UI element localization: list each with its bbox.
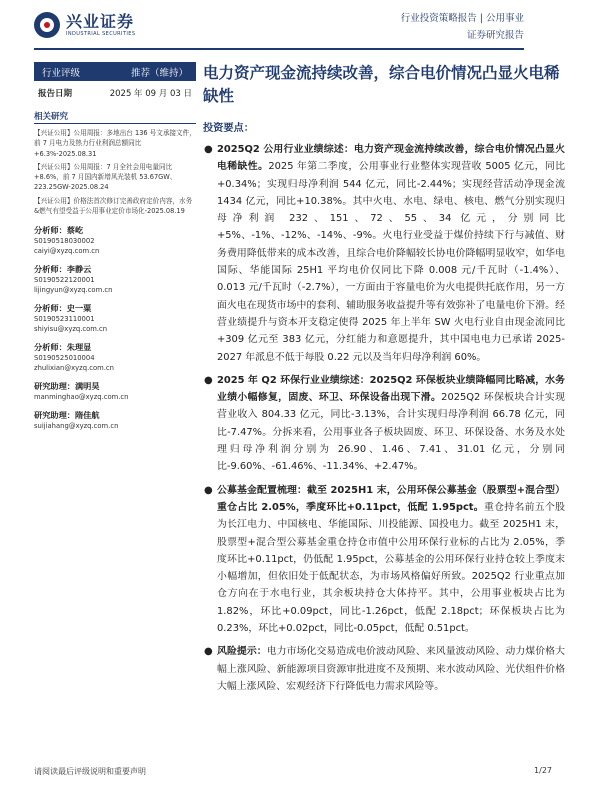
main-content <box>203 62 565 701</box>
analyst-email[interactable]: zhulixian@xyzq.com.cn <box>34 364 114 373</box>
analyst-cert: S0190522120001 <box>34 276 95 285</box>
point-heading: 2025Q2 公用行业业绩综述：电力资产现金流持续改善，综合电价情况凸显火电稀缺性。 <box>217 144 565 173</box>
analyst-entry <box>34 380 196 402</box>
bullet-dot-icon: ● <box>204 374 213 386</box>
analyst-cert: S0190525010004 <box>34 354 95 363</box>
page-number: 1/27 <box>534 766 552 775</box>
investment-point <box>203 482 565 638</box>
point-body: 2025Q2 环保板块合计实现营业收入 804.33 亿元，同比-3.13%，合计实现归母净利润 66.78 亿元，同比-7.47%。分拆来看，公用事业各子板块固废、环卫、环保设备、水务及水处理归母净利润分别为 26.90、1.46、7.41、31.01 亿元，分别同比-9.60%、-61.46%、-11.34%、+2.47%。 <box>217 392 565 473</box>
assistant-name: 研究助理：隋佳航 <box>34 410 100 421</box>
company-logo <box>34 12 135 38</box>
related-research-list <box>34 128 196 216</box>
analyst-email[interactable]: shiyisu@xyzq.com.cn <box>34 325 108 334</box>
report-date-value: 2025 年 09 月 03 日 <box>109 89 192 99</box>
analyst-name: 分析师：李静云 <box>34 264 92 275</box>
page-footer <box>34 766 552 777</box>
disclaimer-note: 请阅读最后评级说明和重要声明 <box>34 767 146 776</box>
analyst-entry <box>34 341 196 373</box>
report-date-label: 报告日期 <box>38 89 73 99</box>
analyst-entry <box>34 263 196 295</box>
related-research-item[interactable]: 【兴证公用】价格法首次修订完善政府定价内容，水务&燃气有望受益于公用事业定价市场化-2025.08.19 <box>34 196 193 216</box>
investment-points-heading: 投资要点： <box>203 123 254 134</box>
analyst-entry <box>34 302 196 334</box>
analyst-email[interactable]: lijingyun@xyzq.com.cn <box>34 286 113 295</box>
investment-point <box>203 372 565 476</box>
point-body: 电力市场化交易造成电价波动风险、来风量波动风险、动力煤价格大幅上涨风险、新能源项目资源审批进度不及预期、来水波动风险、光伏组件价格大幅上涨风险、宏观经济下行降低电力需求风险等。 <box>217 646 565 692</box>
report-kind: 证券研究报告 <box>466 30 524 41</box>
sidebar <box>34 62 196 438</box>
point-heading: 公募基金配置梳理：截至 2025H1 末，公用环保公募基金（股票型+混合型）重仓占比 2.05%，季度环比+0.11pct，低配 1.95pct。 <box>217 484 565 513</box>
analyst-cert: S0190518030002 <box>34 237 95 246</box>
analyst-name: 分析师：朱理显 <box>34 342 92 353</box>
report-date-row <box>34 87 196 99</box>
point-heading: 风险提示： <box>217 646 267 658</box>
report-title: 电力资产现金流持续改善，综合电价情况凸显火电稀缺性 <box>203 64 560 105</box>
analyst-name: 分析师：蔡屹 <box>34 225 84 236</box>
analyst-list <box>34 224 196 431</box>
report-category: 行业投资策略报告 | 公用事业 <box>400 13 524 24</box>
logo-mark-icon <box>34 12 60 38</box>
bullet-dot-icon: ● <box>204 144 213 155</box>
logo-text-en: INDUSTRIAL SECURITIES <box>66 31 136 37</box>
rating-label: 行业评级 <box>42 67 81 79</box>
analyst-entry <box>34 224 196 256</box>
analyst-entry <box>34 409 196 431</box>
related-research-title: 相关研究 <box>34 110 196 124</box>
header-divider <box>34 48 524 50</box>
assistant-email[interactable]: manminghao@xyzq.com.cn <box>34 393 129 402</box>
related-research-item[interactable]: 【兴证公用】公用周报：7 月全社会用电量同比+8.6%，前 7 月国内新增风光装机 53.67GW、223.25GW-2025.08.24 <box>34 162 177 192</box>
investment-point <box>203 643 565 695</box>
point-heading: 2025 年 Q2 环保行业业绩综述：2025Q2 环保板块业绩降幅同比略减，水务业绩小幅修复，固废、环卫、环保设备出现下滑。 <box>217 374 565 404</box>
report-type-header <box>401 12 524 43</box>
assistant-name: 研究助理：满明昊 <box>34 381 100 392</box>
analyst-cert: S0190523110001 <box>34 315 95 324</box>
logo-text-cn: 兴业证券 <box>66 12 135 31</box>
analyst-name: 分析师：史一粟 <box>34 303 92 314</box>
investment-point <box>203 141 565 366</box>
related-research-item[interactable]: 【兴证公用】公用周报：多地出台 136 号文承接文件，前 7 月电力及热力行业利润总额同比+6.3%-2025.08.31 <box>34 129 196 158</box>
bullet-dot-icon: ● <box>204 484 213 496</box>
assistant-email[interactable]: suijiahang@xyzq.com.cn <box>34 422 119 431</box>
point-body: 2025 年第二季度，公用事业行业整体实现营收 5005 亿元，同比+0.34%；实现归母净利润 544 亿元，同比-2.44%；实现经营活动净现金流 1434 亿元，同比+10.38%。其中火电、水电、绿电、核电、燃气分别实现归母净利润 232、151、72、55、34 亿元，分别同比+5%、-1%、-12%、-14%、-9%。火电行业受益于煤价持续下行与减值、财务费用降低带来的成本改善，且综合电价降幅较长协电价降幅明显收窄，如华电国际、华能国际 25H1 平均电价仅同比下降 0.008 元/千瓦时（-1.4%）、0.013 元/千瓦时（-2.7%），一方面由于容量电价为火电提供托底作用，另一方面火电在现货市场中的套利、辅助服务收益提升等有效弥补了电量电价下滑。经营业绩提升与资本开支稳定使得 2025 年上半年 SW 火电行业自由现金流同比+309 亿元至 383 亿元，分红能力和意愿提升，其中国电电力已承诺 2025-2027 年派息不低于每股 0.22 元以及当年归母净利润 60%。 <box>217 161 565 363</box>
rating-bar <box>34 62 196 81</box>
rating-value: 推荐（维持） <box>130 67 188 79</box>
bullet-dot-icon: ● <box>204 646 213 658</box>
point-body: 重仓持名前五个股为长江电力、中国核电、华能国际、川投能源、国投电力。截至 2025H1 末，股票型+混合型公募基金重仓持仓市值中公用环保行业标的占比为 2.05%，季度环比+0.11pct，仍低配 1.95pct，公募基金的公用环保行业持仓较上季度末小幅增加，但依旧处于低配状态，为市场风格偏好所致。2025Q2 行业重点加仓方向在于水电行业，其余板块持仓大体持平。其中，公用事业板块占比为 1.82%，环比+0.09pct，同比-1.26pct，低配 2.18pct；环保板块占比为 0.23%，环比+0.02pct，同比-0.05pct，低配 0.51pct。 <box>217 501 565 635</box>
investment-points-list <box>203 141 565 695</box>
analyst-email[interactable]: caiyi@xyzq.com.cn <box>34 247 100 256</box>
